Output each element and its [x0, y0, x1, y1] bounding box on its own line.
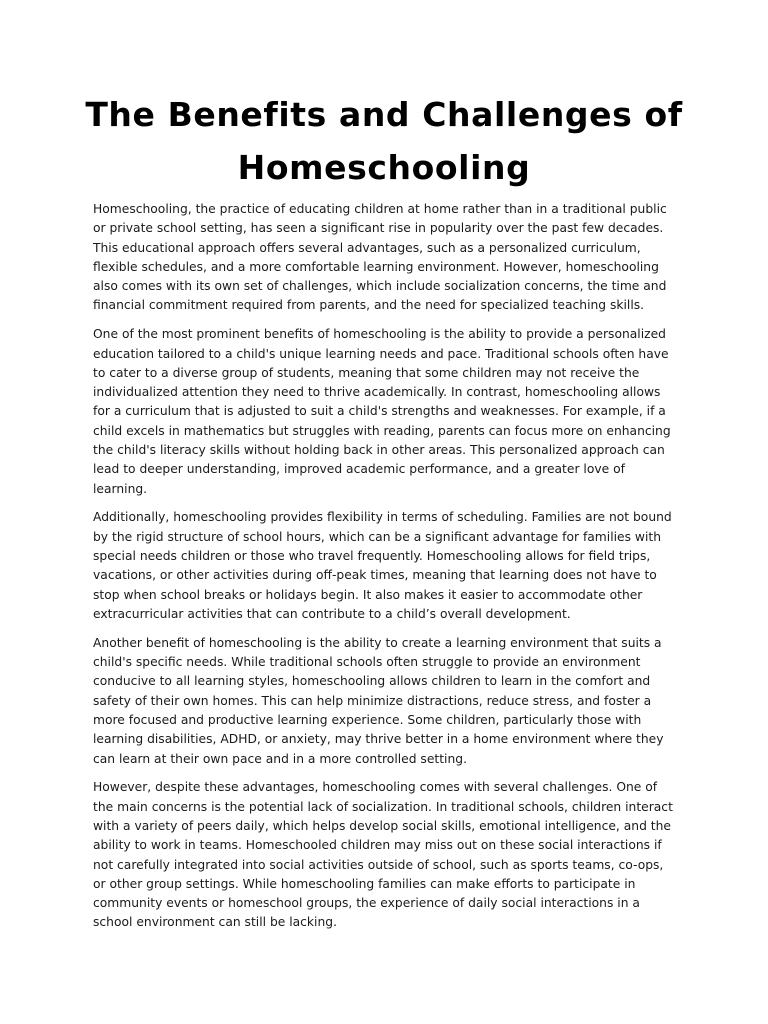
- paragraph-4: Another benefit of homeschooling is the ability to create a learning environment that suits a child's specific needs. While traditional schools often struggle to provide an environment conducive to all learning styles, homeschooling allows children to learn in the comfort and safety of their own homes. This can help minimize distractions, reduce stress, and foster a more focused and productive learning experience. Some children, particularly those with learning disabilities, ADHD, or anxiety, may thrive better in a home environment where they can learn at their own pace and in a more controlled setting.: [93, 635, 664, 766]
- document-body: [93, 200, 677, 942]
- paragraph-5: However, despite these advantages, homeschooling comes with several challenges. One of the main concerns is the potential lack of socialization. In traditional schools, children interact with a variety of peers daily, which helps develop social skills, emotional intelligence, and the ability to work in teams. Homeschooled children may miss out on these social interactions if not carefully integrated into social activities outside of school, such as sports teams, co-ops, or other group settings. While homeschooling families can make efforts to participate in community events or homeschool groups, the experience of daily social interactions in a school environment can still be lacking.: [93, 780, 673, 930]
- paragraph-3: Additionally, homeschooling provides flexibility in terms of scheduling. Families are not bound by the rigid structure of school hours, which can be a significant advantage for families with special needs children or those who travel frequently. Homeschooling allows for field trips, vacations, or other activities during off-peak times, meaning that learning does not have to stop when school breaks or holidays begin. It also makes it easier to accommodate other extracurricular activities that can contribute to a child’s overall development.: [93, 510, 672, 621]
- paragraph-1: Homeschooling, the practice of educating children at home rather than in a traditional public or private school setting, has seen a significant rise in popularity over the past few decades. This educational approach offers several advantages, such as a personalized curriculum, flexible schedules, and a more comfortable learning environment. However, homeschooling also comes with its own set of challenges, which include socialization concerns, the time and financial commitment required from parents, and the need for specialized teaching skills.: [93, 202, 667, 313]
- paragraph-2: One of the most prominent benefits of homeschooling is the ability to provide a personalized education tailored to a child's unique learning needs and pace. Traditional schools often have to cater to a diverse group of students, meaning that some children may not receive the individualized attention they need to thrive academically. In contrast, homeschooling allows for a curriculum that is adjusted to suit a child's strengths and weaknesses. For example, if a child excels in mathematics but struggles with reading, parents can focus more on enhancing the child's literacy skills without holding back in other areas. This personalized approach can lead to deeper understanding, improved academic performance, and a greater love of learning.: [93, 327, 671, 496]
- document-title: The Benefits and Challenges of Homeschooling: [85, 95, 683, 187]
